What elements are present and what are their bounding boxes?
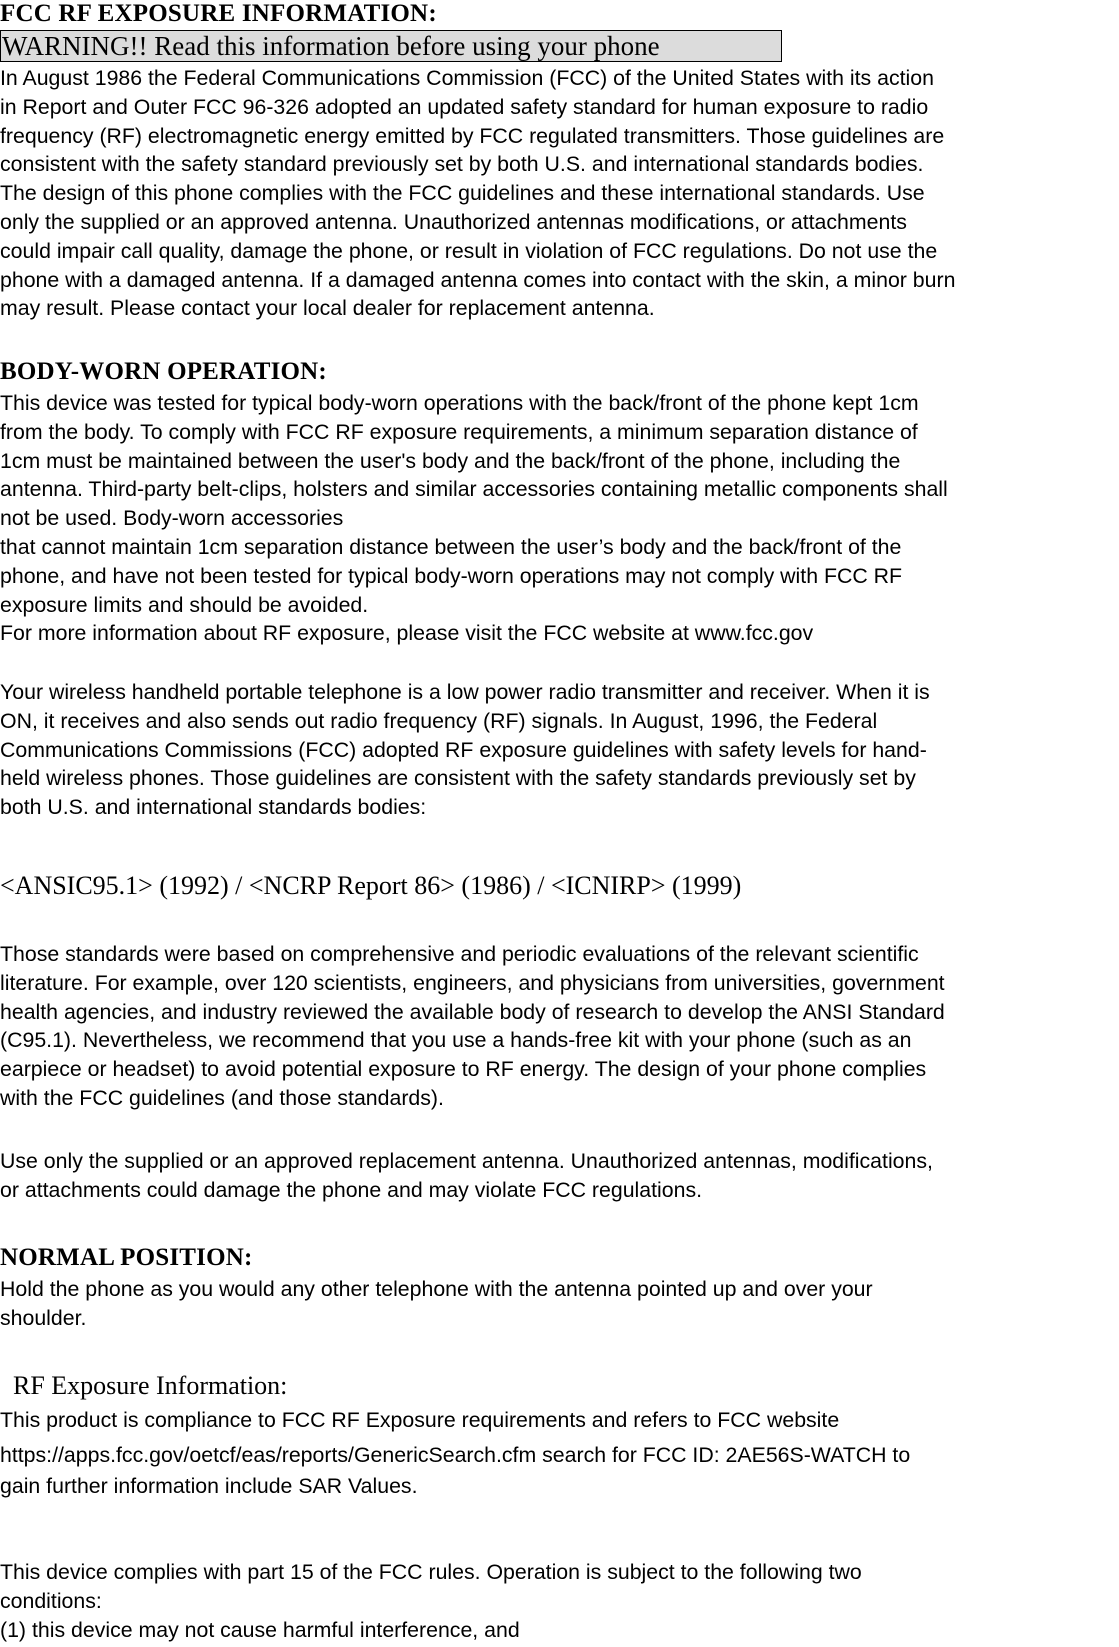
standards-line: <ANSIC95.1> (1992) / <NCRP Report 86> (1986) / <ICNIRP> (1999) <box>0 871 742 900</box>
body-worn-paragraph: This device was tested for typical body-worn operations with the back/front of the phone kept 1cm from the body. To comply with FCC RF exposure requirements, a minimum separation distance of 1cm must be maintained between the user's body and the back/front of the phone, including the antenna. Third-party belt-clips, holsters and similar accessories containing metallic components shall not be used. Body-worn accessories that cannot maintain 1cm separation distance between the user’s body and the back/front of the phone, and have not been tested for typical body-worn operations may not comply with FCC RF exposure limits and should be avoided. For more information about RF exposure, please visit the FCC website at www.fcc.gov <box>0 391 948 646</box>
fcc-rf-exposure-heading: FCC RF EXPOSURE INFORMATION: <box>0 0 437 27</box>
antenna-paragraph: Use only the supplied or an approved replacement antenna. Unauthorized antennas, modifications, or attachments could damage the phone and may violate FCC regulations. <box>0 1149 933 1202</box>
rf-exposure-info-heading: RF Exposure Information: <box>13 1371 288 1400</box>
normal-position-heading: NORMAL POSITION: <box>0 1244 253 1271</box>
intro-paragraph: In August 1986 the Federal Communications Commission (FCC) of the United States with its action in Report and Outer FCC 96-326 adopted an updated safety standard for human exposure to radio frequency (RF) electromagnetic energy emitted by FCC regulated transmitters. Those guidelines are consistent with the safety standard previously set by both U.S. and international standards bodies. The design of this phone complies with the FCC guidelines and these international standards. Use only the supplied or an approved antenna. Unauthorized antennas modifications, or attachments could impair call quality, damage the phone, or result in violation of FCC regulations. Do not use the phone with a damaged antenna. If a damaged antenna comes into contact with the skin, a minor burn may result. Please contact your local dealer for replacement antenna. <box>0 66 956 321</box>
warning-banner: WARNING!! Read this information before using your phone <box>0 30 782 62</box>
rf-compliance-paragraph: This product is compliance to FCC RF Exposure requirements and refers to FCC website <box>0 1408 840 1432</box>
body-worn-heading: BODY-WORN OPERATION: <box>0 358 327 385</box>
standards-paragraph: Those standards were based on comprehensive and periodic evaluations of the relevant scientific literature. For example, over 120 scientists, engineers, and physicians from universities, government health agencies, and industry reviewed the available body of research to develop the ANSI Standard (C95.1). Nevertheless, we recommend that you use a hands-free kit with your phone (such as an earpiece or headset) to avoid potential exposure to RF energy. The design of your phone complies with the FCC guidelines (and those standards). <box>0 942 945 1110</box>
rf-url-paragraph: https://apps.fcc.gov/oetcf/eas/reports/GenericSearch.cfm search for FCC ID: 2AE56S-WATCH to gain further information include SAR Values. <box>0 1443 911 1498</box>
part15-paragraph: This device complies with part 15 of the FCC rules. Operation is subject to the following two conditions: (1) this device may not cause harmful interference, and <box>0 1560 862 1642</box>
normal-position-paragraph: Hold the phone as you would any other telephone with the antenna pointed up and over your shoulder. <box>0 1277 873 1330</box>
wireless-phone-paragraph: Your wireless handheld portable telephone is a low power radio transmitter and receiver. When it is ON, it receives and also sends out radio frequency (RF) signals. In August, 1996, the Federal Communications Commissions (FCC) adopted RF exposure guidelines with safety levels for hand- held wireless phones. Those guidelines are consistent with the safety standards previously set by both U.S. and international standards bodies: <box>0 680 930 820</box>
